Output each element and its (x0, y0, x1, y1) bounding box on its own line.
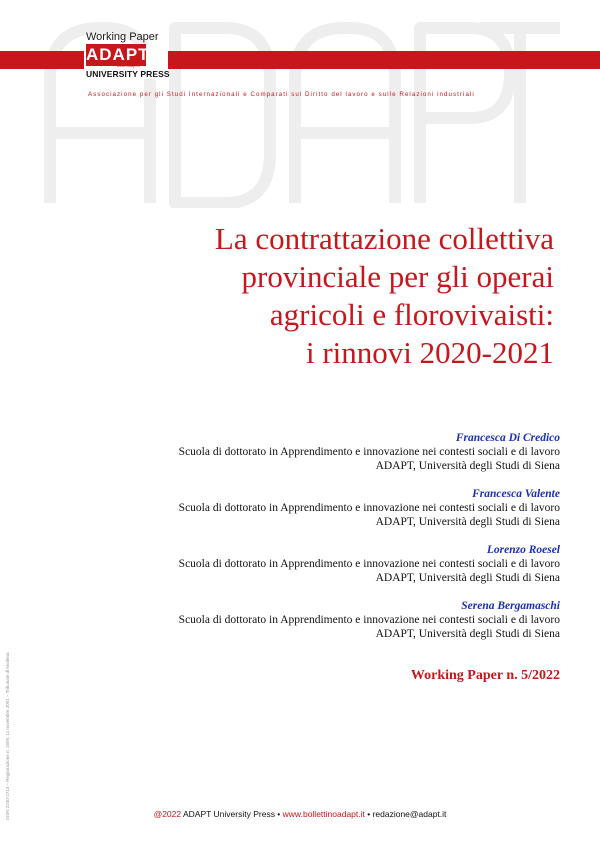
title-line: provinciale per gli operai (241, 259, 554, 294)
footer (0, 809, 600, 819)
issn-registration-note: ISSN 2240-2713 – Registrazione n. 1609, 11 novembre 2001 – Tribunale di Modena (5, 652, 10, 820)
author-institution: ADAPT, Università degli Studi di Siena (375, 572, 560, 584)
working-paper-label: Working Paper (86, 31, 159, 43)
footer-copyright: @2022 (153, 809, 182, 819)
author-name: Francesca Valente (472, 488, 560, 500)
authors-list (100, 431, 560, 655)
footer-separator: • (364, 809, 373, 819)
author-name: Francesca Di Credico (455, 432, 560, 444)
author-block (100, 543, 560, 585)
adapt-logo: ADAPT (86, 45, 150, 64)
author-name: Serena Bergamaschi (461, 600, 560, 612)
document-title (54, 220, 554, 372)
author-institution: ADAPT, Università degli Studi di Siena (375, 460, 560, 472)
title-line: agricoli e florovivaisti: (269, 297, 554, 332)
logo-url: www.adapt.it (117, 63, 140, 68)
author-block (100, 599, 560, 641)
working-paper-number: Working Paper n. 5/2022 (410, 668, 560, 683)
author-affiliation: Scuola di dottorato in Apprendimento e innovazione nei contesti sociali e di lavoro (178, 446, 560, 458)
author-affiliation: Scuola di dottorato in Apprendimento e innovazione nei contesti sociali e di lavoro (178, 502, 560, 514)
title-line: i rinnovi 2020-2021 (306, 335, 554, 370)
author-affiliation: Scuola di dottorato in Apprendimento e innovazione nei contesti sociali e di lavoro (178, 558, 560, 570)
logo-subtitle: UNIVERSITY PRESS (86, 69, 170, 79)
author-block (100, 487, 560, 529)
title-line: La contrattazione collettiva (214, 221, 554, 256)
author-institution: ADAPT, Università degli Studi di Siena (375, 516, 560, 528)
footer-email-link[interactable]: redazione@adapt.it (372, 809, 447, 819)
association-line: Associazione per gli Studi Internazionali e Comparati sul Diritto del lavoro e sulle Relazioni industriali (88, 91, 475, 98)
author-affiliation: Scuola di dottorato in Apprendimento e innovazione nei contesti sociali e di lavoro (178, 614, 560, 626)
author-block (100, 431, 560, 473)
author-institution: ADAPT, Università degli Studi di Siena (375, 628, 560, 640)
footer-website-link[interactable]: www.bollettinoadapt.it (282, 809, 365, 819)
author-name: Lorenzo Roesel (486, 544, 560, 556)
footer-press: ADAPT University Press • (181, 809, 283, 819)
